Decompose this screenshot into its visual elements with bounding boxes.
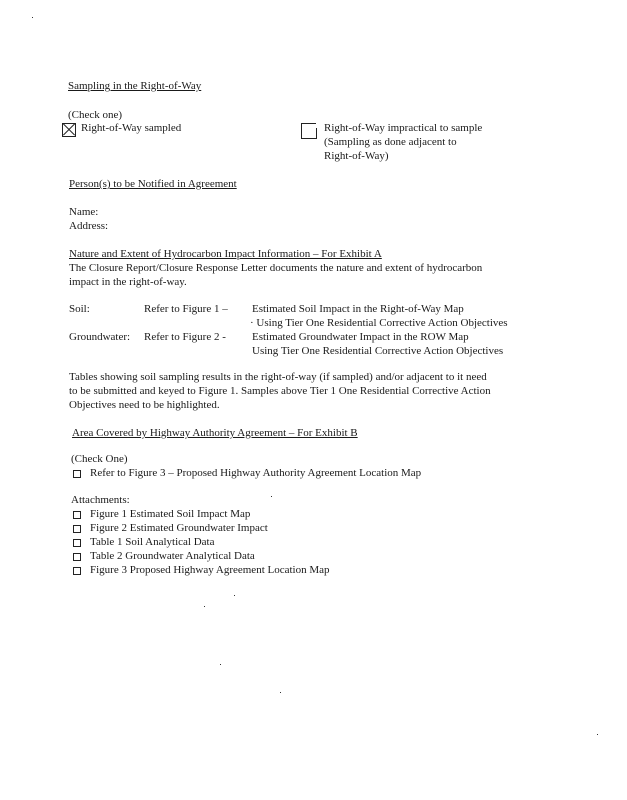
attachment-checkbox[interactable] <box>73 567 81 575</box>
sampling-heading: Sampling in the Right-of-Way <box>68 80 202 92</box>
address-label: Address: <box>69 220 109 232</box>
groundwater-desc1: Estimated Groundwater Impact in the ROW Map <box>252 331 469 343</box>
tables-line3: Objectives need to be highlighted. <box>69 399 220 411</box>
nature-line1: The Closure Report/Closure Response Letter documents the nature and extent of hydrocarbon <box>69 262 483 274</box>
attachment-item: Figure 1 Estimated Soil Impact Map <box>90 508 251 520</box>
scan-speck <box>204 606 205 607</box>
attachment-item: Table 1 Soil Analytical Data <box>90 536 215 548</box>
scan-speck <box>220 664 221 665</box>
soil-desc2: · Using Tier One Residential Corrective Action Objectives <box>250 317 508 329</box>
scan-speck <box>280 692 281 693</box>
soil-ref: Refer to Figure 1 – <box>144 303 228 315</box>
tables-line2: to be submitted and keyed to Figure 1. Samples above Tier 1 One Residential Corrective Action <box>69 385 491 397</box>
name-label: Name: <box>69 206 99 218</box>
option-impractical-line2: (Sampling as done adjacent to <box>324 136 457 148</box>
attachment-item: Figure 3 Proposed Highway Agreement Location Map <box>90 564 330 576</box>
attachment-checkbox[interactable] <box>73 539 81 547</box>
tables-line1: Tables showing soil sampling results in the right-of-way (if sampled) and/or adjacent to it need <box>69 371 487 383</box>
groundwater-ref: Refer to Figure 2 - <box>144 331 226 343</box>
soil-desc1: Estimated Soil Impact in the Right-of-Way Map <box>252 303 464 315</box>
attachment-checkbox[interactable] <box>73 511 81 519</box>
groundwater-desc2: Using Tier One Residential Corrective Action Objectives <box>252 345 504 357</box>
scan-speck <box>597 734 598 735</box>
soil-label: Soil: <box>69 303 90 315</box>
option-impractical-label: Right-of-Way impractical to sample <box>324 122 483 134</box>
area-check-one: (Check One) <box>71 453 128 465</box>
groundwater-label: Groundwater: <box>69 331 131 343</box>
area-heading: Area Covered by Highway Authority Agreement – For Exhibit B <box>72 427 358 439</box>
area-item1-label: Refer to Figure 3 – Proposed Highway Authority Agreement Location Map <box>90 467 422 479</box>
sampling-check-one: (Check one) <box>68 109 123 121</box>
persons-heading: Person(s) to be Notified in Agreement <box>69 178 237 190</box>
nature-line2: impact in the right-of-way. <box>69 276 187 288</box>
option-impractical-line3: Right-of-Way) <box>324 150 389 162</box>
scan-speck <box>234 595 235 596</box>
attachments-heading: Attachments: <box>71 494 130 506</box>
attachment-checkbox[interactable] <box>73 553 81 561</box>
attachment-checkbox[interactable] <box>73 525 81 533</box>
attachment-item: Table 2 Groundwater Analytical Data <box>90 550 255 562</box>
scan-speck <box>32 17 33 18</box>
attachment-item: Figure 2 Estimated Groundwater Impact <box>90 522 268 534</box>
sampled-checkbox-checked[interactable] <box>62 123 76 137</box>
area-item1-checkbox[interactable] <box>73 470 81 478</box>
nature-heading: Nature and Extent of Hydrocarbon Impact Information – For Exhibit A <box>69 248 382 260</box>
scan-speck <box>271 496 272 497</box>
option-sampled-label: Right-of-Way sampled <box>81 122 182 134</box>
impractical-checkbox[interactable] <box>301 123 316 139</box>
